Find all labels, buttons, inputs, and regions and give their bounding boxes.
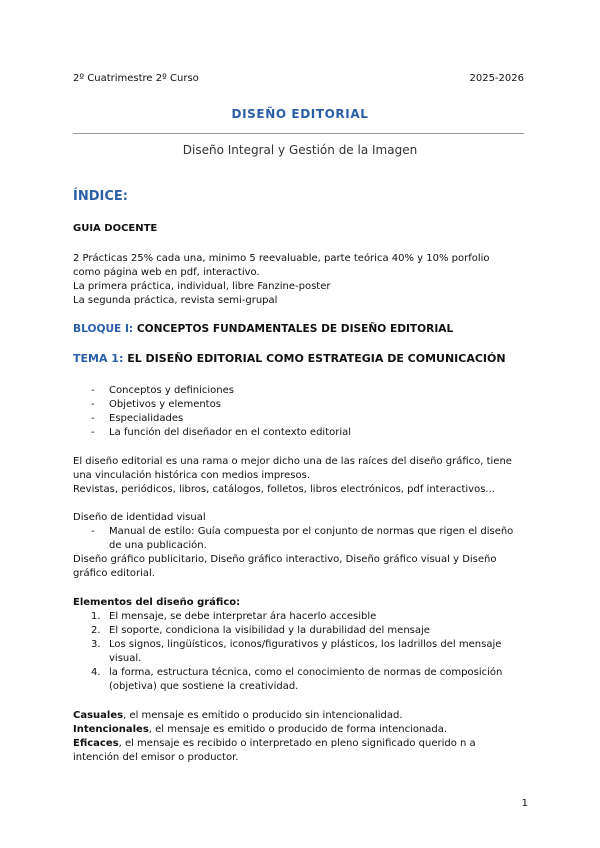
mensaje-tipo (73, 737, 476, 751)
elemento-number: 1. (91, 611, 101, 622)
document-title: DISEÑO EDITORIAL (231, 107, 369, 121)
topic-item: Especialidades (109, 413, 184, 424)
document-subtitle: Diseño Integral y Gestión de la Imagen (182, 143, 418, 157)
intro-line: Revistas, periódicos, libros, catálogos, folletos, libros electrónicos, pdf interactivos... (73, 484, 495, 495)
topic-item: La función del diseñador en el contexto editorial (109, 427, 352, 438)
tema-heading (73, 352, 506, 366)
bloque-label: BLOQUE I: (73, 323, 134, 335)
tema-label: TEMA 1: (73, 352, 124, 365)
index-heading: ÍNDICE: (73, 189, 128, 204)
elemento-text: visual. (109, 653, 142, 664)
mensaje-term: Eficaces (73, 738, 119, 749)
bloque-title: CONCEPTOS FUNDAMENTALES DE DISEÑO EDITORIAL (133, 323, 454, 335)
tema-title: EL DISEÑO EDITORIAL COMO ESTRATEGIA DE COMUNICACIÓN (123, 352, 506, 365)
topic-item: Objetivos y elementos (109, 399, 221, 410)
mensaje-term: Casuales (73, 710, 124, 721)
mensaje-tipo (73, 709, 403, 723)
mensaje-tipo (73, 723, 447, 737)
topic-bullet: - (91, 385, 95, 396)
elemento-text: la forma, estructura técnica, como el conocimiento de normas de composición (109, 667, 503, 678)
mensaje-continuation: intención del emisor o productor. (73, 752, 239, 763)
header-semester: 2º Cuatrimestre 2º Curso (73, 73, 199, 84)
manual-bullet: - (91, 526, 95, 537)
elemento-text: El mensaje, se debe interpretar ára hacerlo accesible (109, 611, 377, 622)
manual-line: Manual de estilo: Guía compuesta por el conjunto de normas que rigen el diseño (109, 526, 514, 537)
intro-line: una vinculación histórica con medios impresos. (73, 470, 311, 481)
mensaje-desc: , el mensaje es emitido o producido de forma intencionada. (148, 724, 448, 735)
guia-line: La segunda práctica, revista semi-grupal (73, 295, 278, 306)
mensaje-desc: , el mensaje es emitido o producido sin intencionalidad. (123, 710, 403, 721)
mensaje-term: Intencionales (73, 724, 149, 735)
guia-heading: GUIA DOCENTE (73, 223, 158, 234)
topic-bullet: - (91, 413, 95, 424)
guia-line: 2 Prácticas 25% cada una, minimo 5 reevaluable, parte teórica 40% y 10% porfolio (73, 253, 490, 264)
guia-line: La primera práctica, individual, libre Fanzine-poster (73, 281, 331, 292)
identidad-title: Diseño de identidad visual (73, 512, 206, 523)
tipos-line: gráfico editorial. (73, 568, 155, 579)
elemento-number: 3. (91, 639, 101, 650)
topic-bullet: - (91, 427, 95, 438)
elemento-text: Los signos, lingüísticos, iconos/figurativos y plásticos, los ladrillos del mensaje (109, 639, 502, 650)
elemento-text: (objetiva) que sostiene la creatividad. (109, 681, 299, 692)
elemento-number: 4. (91, 667, 101, 678)
elementos-heading: Elementos del diseño gráfico: (73, 597, 241, 608)
topic-bullet: - (91, 399, 95, 410)
elemento-text: El soporte, condiciona la visibilidad y la durabilidad del mensaje (109, 625, 430, 636)
intro-line: El diseño editorial es una rama o mejor dicho una de las raíces del diseño gráfico, tiene (73, 456, 512, 467)
guia-line: como página web en pdf, interactivo. (73, 267, 260, 278)
elemento-number: 2. (91, 625, 101, 636)
mensaje-desc: , el mensaje es recibido o interpretado en pleno significado querido n a (118, 738, 476, 749)
manual-line: de una publicación. (109, 540, 207, 551)
page-number: 1 (521, 798, 528, 809)
bloque-heading (73, 322, 453, 336)
header-year: 2025-2026 (469, 73, 524, 84)
title-divider (73, 133, 524, 134)
tipos-line: Diseño gráfico publicitario, Diseño gráfico interactivo, Diseño gráfico visual y Diseño (73, 554, 497, 565)
topic-item: Conceptos y definiciones (109, 385, 234, 396)
